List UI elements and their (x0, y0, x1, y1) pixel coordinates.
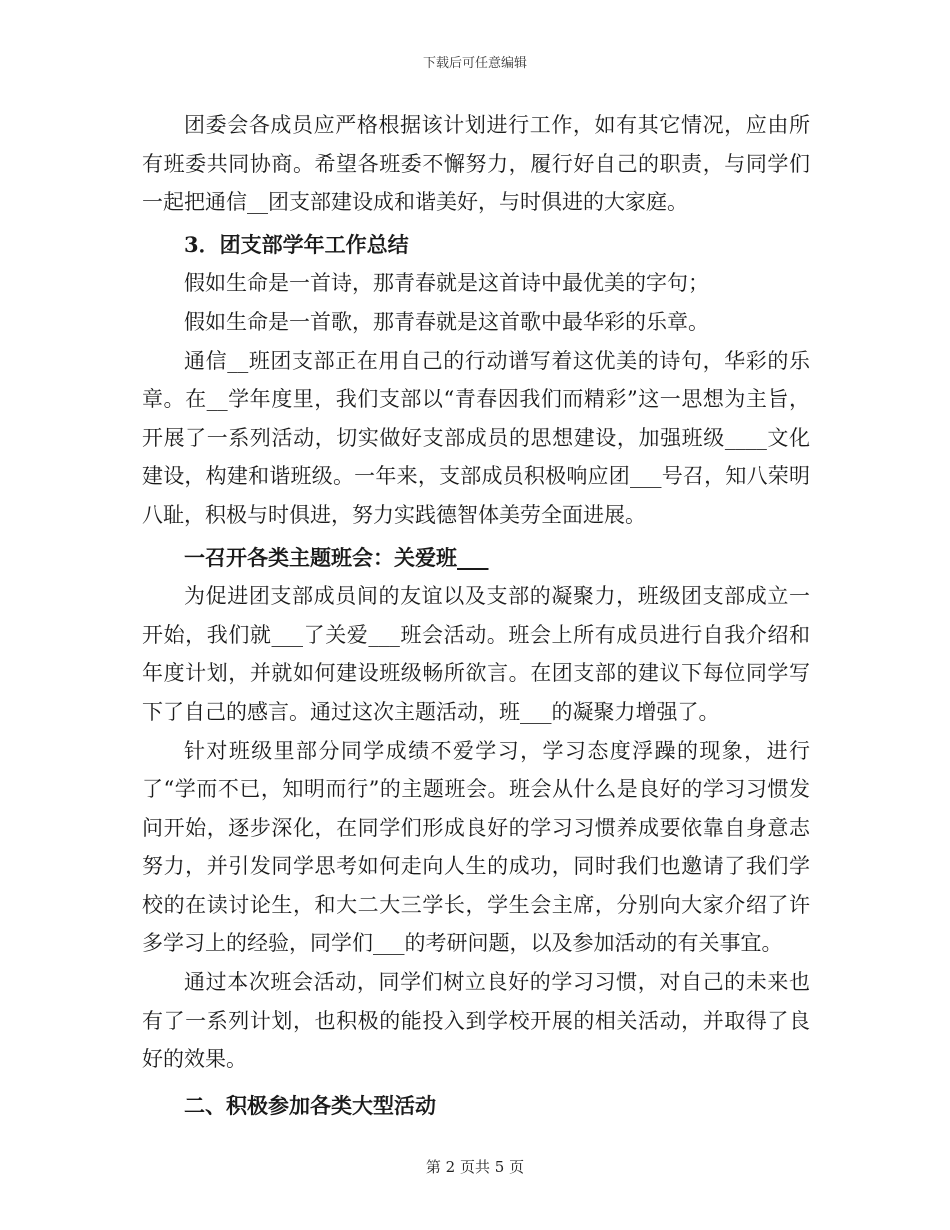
paragraph-committee-duties: 团委会各成员应严格根据该计划进行工作，如有其它情况，应由所有班委共同协商。希望各班委不懈努力，履行好自己的职责，与同学们一起把通信__团支部建设成和谐美好，与时俱进的大家庭。 (142, 113, 810, 215)
paragraph-branch-overview: 通信__班团支部正在用自己的行动谱写着这优美的诗句，华彩的乐章。在__学年度里，我们支部以“青春因我们而精彩”这一思想为主旨，开展了一系列活动，切实做好支部成员的思想建设，加强班级____文化建设，构建和谐班级。一年来，支部成员积极响应团___号召，知八荣明八耻，积极与时俱进，努力实践德智体美劳全面进展。 (142, 348, 810, 527)
section-heading-annual-summary: 3．团支部学年工作总结 (184, 231, 409, 257)
paragraph-study-habits-meeting: 针对班级里部分同学成绩不爱学习，学习态度浮躁的现象，进行了“学而不已，知明而行”的主题班会。班会从什么是良好的学习习惯发问开始，逐步深化，在同学们形成良好的学习习惯养成要依靠自身意志努力，并引发同学思考如何走向人生的成功，同时我们也邀请了我们学校的在读讨论生，和大二大三学长，学生会主席，分别向大家介绍了许多学习上的经验，同学们___的考研问题，以及参加活动的有关事宜。 (142, 738, 810, 956)
subheading-theme-meetings: 一召开各类主题班会：关爱班___ (184, 544, 489, 570)
page-header: 下载后可任意编辑 (422, 56, 527, 71)
paragraph-song-line: 假如生命是一首歌，那青春就是这首歌中最华彩的乐章。 (184, 309, 709, 334)
paragraph-meeting-results: 通过本次班会活动，同学们树立良好的学习习惯，对自己的未来也有了一系列计划，也积极的能投入到学校开展的相关活动，并取得了良好的效果。 (142, 970, 810, 1072)
document-body (142, 106, 810, 1125)
page-number-footer: 第 2 页共 5 页 (425, 1158, 525, 1176)
subheading-large-activities: 二、积极参加各类大型活动 (184, 1092, 436, 1118)
paragraph-poem-line: 假如生命是一首诗，那青春就是这首诗中最优美的字句； (184, 271, 709, 296)
paragraph-care-class-meeting: 为促进团支部成员间的友谊以及支部的凝聚力，班级团支部成立一开始，我们就___了关爱___班会活动。班会上所有成员进行自我介绍和年度计划，并就如何建设班级畅所欲言。在团支部的建议下每位同学写下了自己的感言。通过这次主题活动，班___的凝聚力增强了。 (142, 584, 810, 724)
